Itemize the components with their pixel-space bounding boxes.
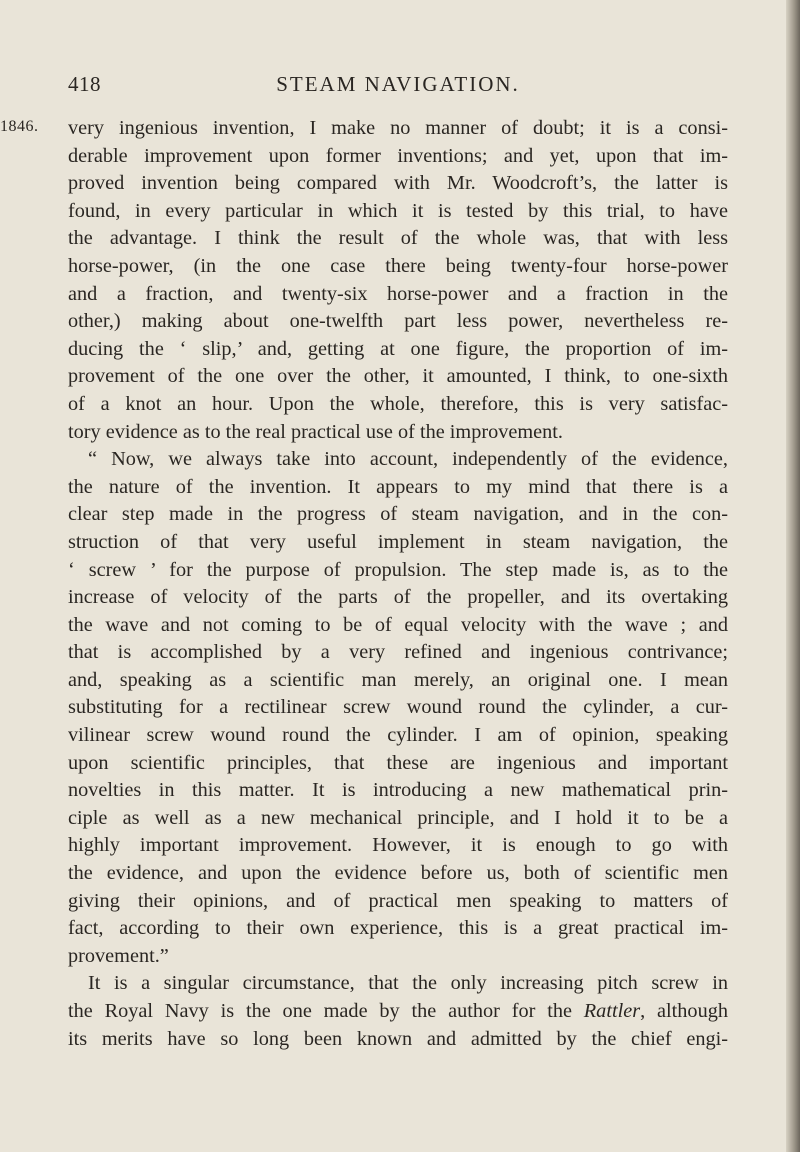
text-line: other,) making about one-twelfth part less power, nevertheless re- — [68, 310, 728, 333]
text-line: that is accomplished by a very refined and ingenious contrivance; — [68, 641, 728, 664]
text-line: and a fraction, and twenty-six horse-power and a fraction in the — [68, 282, 728, 305]
text-line: proved invention being compared with Mr. Woodcroft’s, the latter is — [68, 172, 728, 195]
text-line: the advantage. I think the result of the whole was, that with less — [68, 227, 728, 250]
text-line: the nature of the invention. It appears to my mind that there is a — [68, 475, 728, 498]
text-line: highly important improvement. However, it is enough to go with — [68, 834, 728, 857]
text-line: ‘ screw ’ for the purpose of propulsion. The step made is, as to the — [68, 558, 728, 581]
text-line: giving their opinions, and of practical men speaking to matters of — [68, 889, 728, 912]
text-line: provement of the one over the other, it amounted, I think, to one-sixth — [68, 365, 728, 388]
text-line: upon scientific principles, that these are ingenious and important — [68, 751, 728, 774]
text-line: provement.” — [68, 944, 169, 967]
text-fragment: the Royal Navy is the one made by the author for the — [68, 1000, 584, 1022]
text-line: its merits have so long been known and admitted by the chief engi- — [68, 1027, 728, 1050]
text-line: clear step made in the progress of steam navigation, and in the con- — [68, 503, 728, 526]
text-line: vilinear screw wound round the cylinder. I am of opinion, speaking — [68, 724, 728, 747]
running-head: STEAM NAVIGATION. — [276, 72, 520, 96]
text-line: the evidence, and upon the evidence before us, both of scientific men — [68, 862, 728, 885]
text-line: novelties in this matter. It is introducing a new mathematical prin- — [68, 779, 728, 802]
text-line: substituting for a rectilinear screw wound round the cylinder, a cur- — [68, 696, 728, 719]
text-line: of a knot an hour. Upon the whole, therefore, this is very satisfac- — [68, 392, 728, 415]
text-line: very ingenious invention, I make no manner of doubt; it is a consi- — [68, 117, 728, 139]
body-text — [68, 115, 728, 1053]
text-line: derable improvement upon former inventions; and yet, upon that im- — [68, 144, 728, 167]
page-edge — [786, 0, 800, 1152]
text-line: “ Now, we always take into account, independently of the evidence, — [88, 448, 728, 471]
margin-year: 1846. — [0, 118, 39, 135]
text-line: fact, according to their own experience, this is a great practical im- — [68, 917, 728, 940]
text-line: tory evidence as to the real practical use of the improvement. — [68, 420, 563, 443]
text-fragment: , although — [640, 1000, 728, 1022]
page-header — [68, 72, 728, 106]
ship-name-italic: Rattler — [583, 1000, 641, 1022]
text-line: horse-power, (in the one case there being twenty-four horse-power — [68, 254, 728, 277]
text-line: It is a singular circumstance, that the only increasing pitch screw in — [88, 972, 728, 995]
text-line: ciple as well as a new mechanical principle, and I hold it to be a — [68, 806, 728, 829]
text-line: and, speaking as a scientific man merely, an original one. I mean — [68, 668, 728, 691]
text-line: the wave and not coming to be of equal velocity with the wave ; and — [68, 613, 728, 636]
text-line: struction of that very useful implement in steam navigation, the — [68, 530, 728, 553]
text-line: increase of velocity of the parts of the propeller, and its overtaking — [68, 586, 728, 609]
text-line: found, in every particular in which it is tested by this trial, to have — [68, 199, 728, 222]
page-number: 418 — [68, 72, 101, 96]
text-line — [68, 998, 728, 1026]
text-line: ducing the ‘ slip,’ and, getting at one figure, the proportion of im- — [68, 337, 728, 360]
